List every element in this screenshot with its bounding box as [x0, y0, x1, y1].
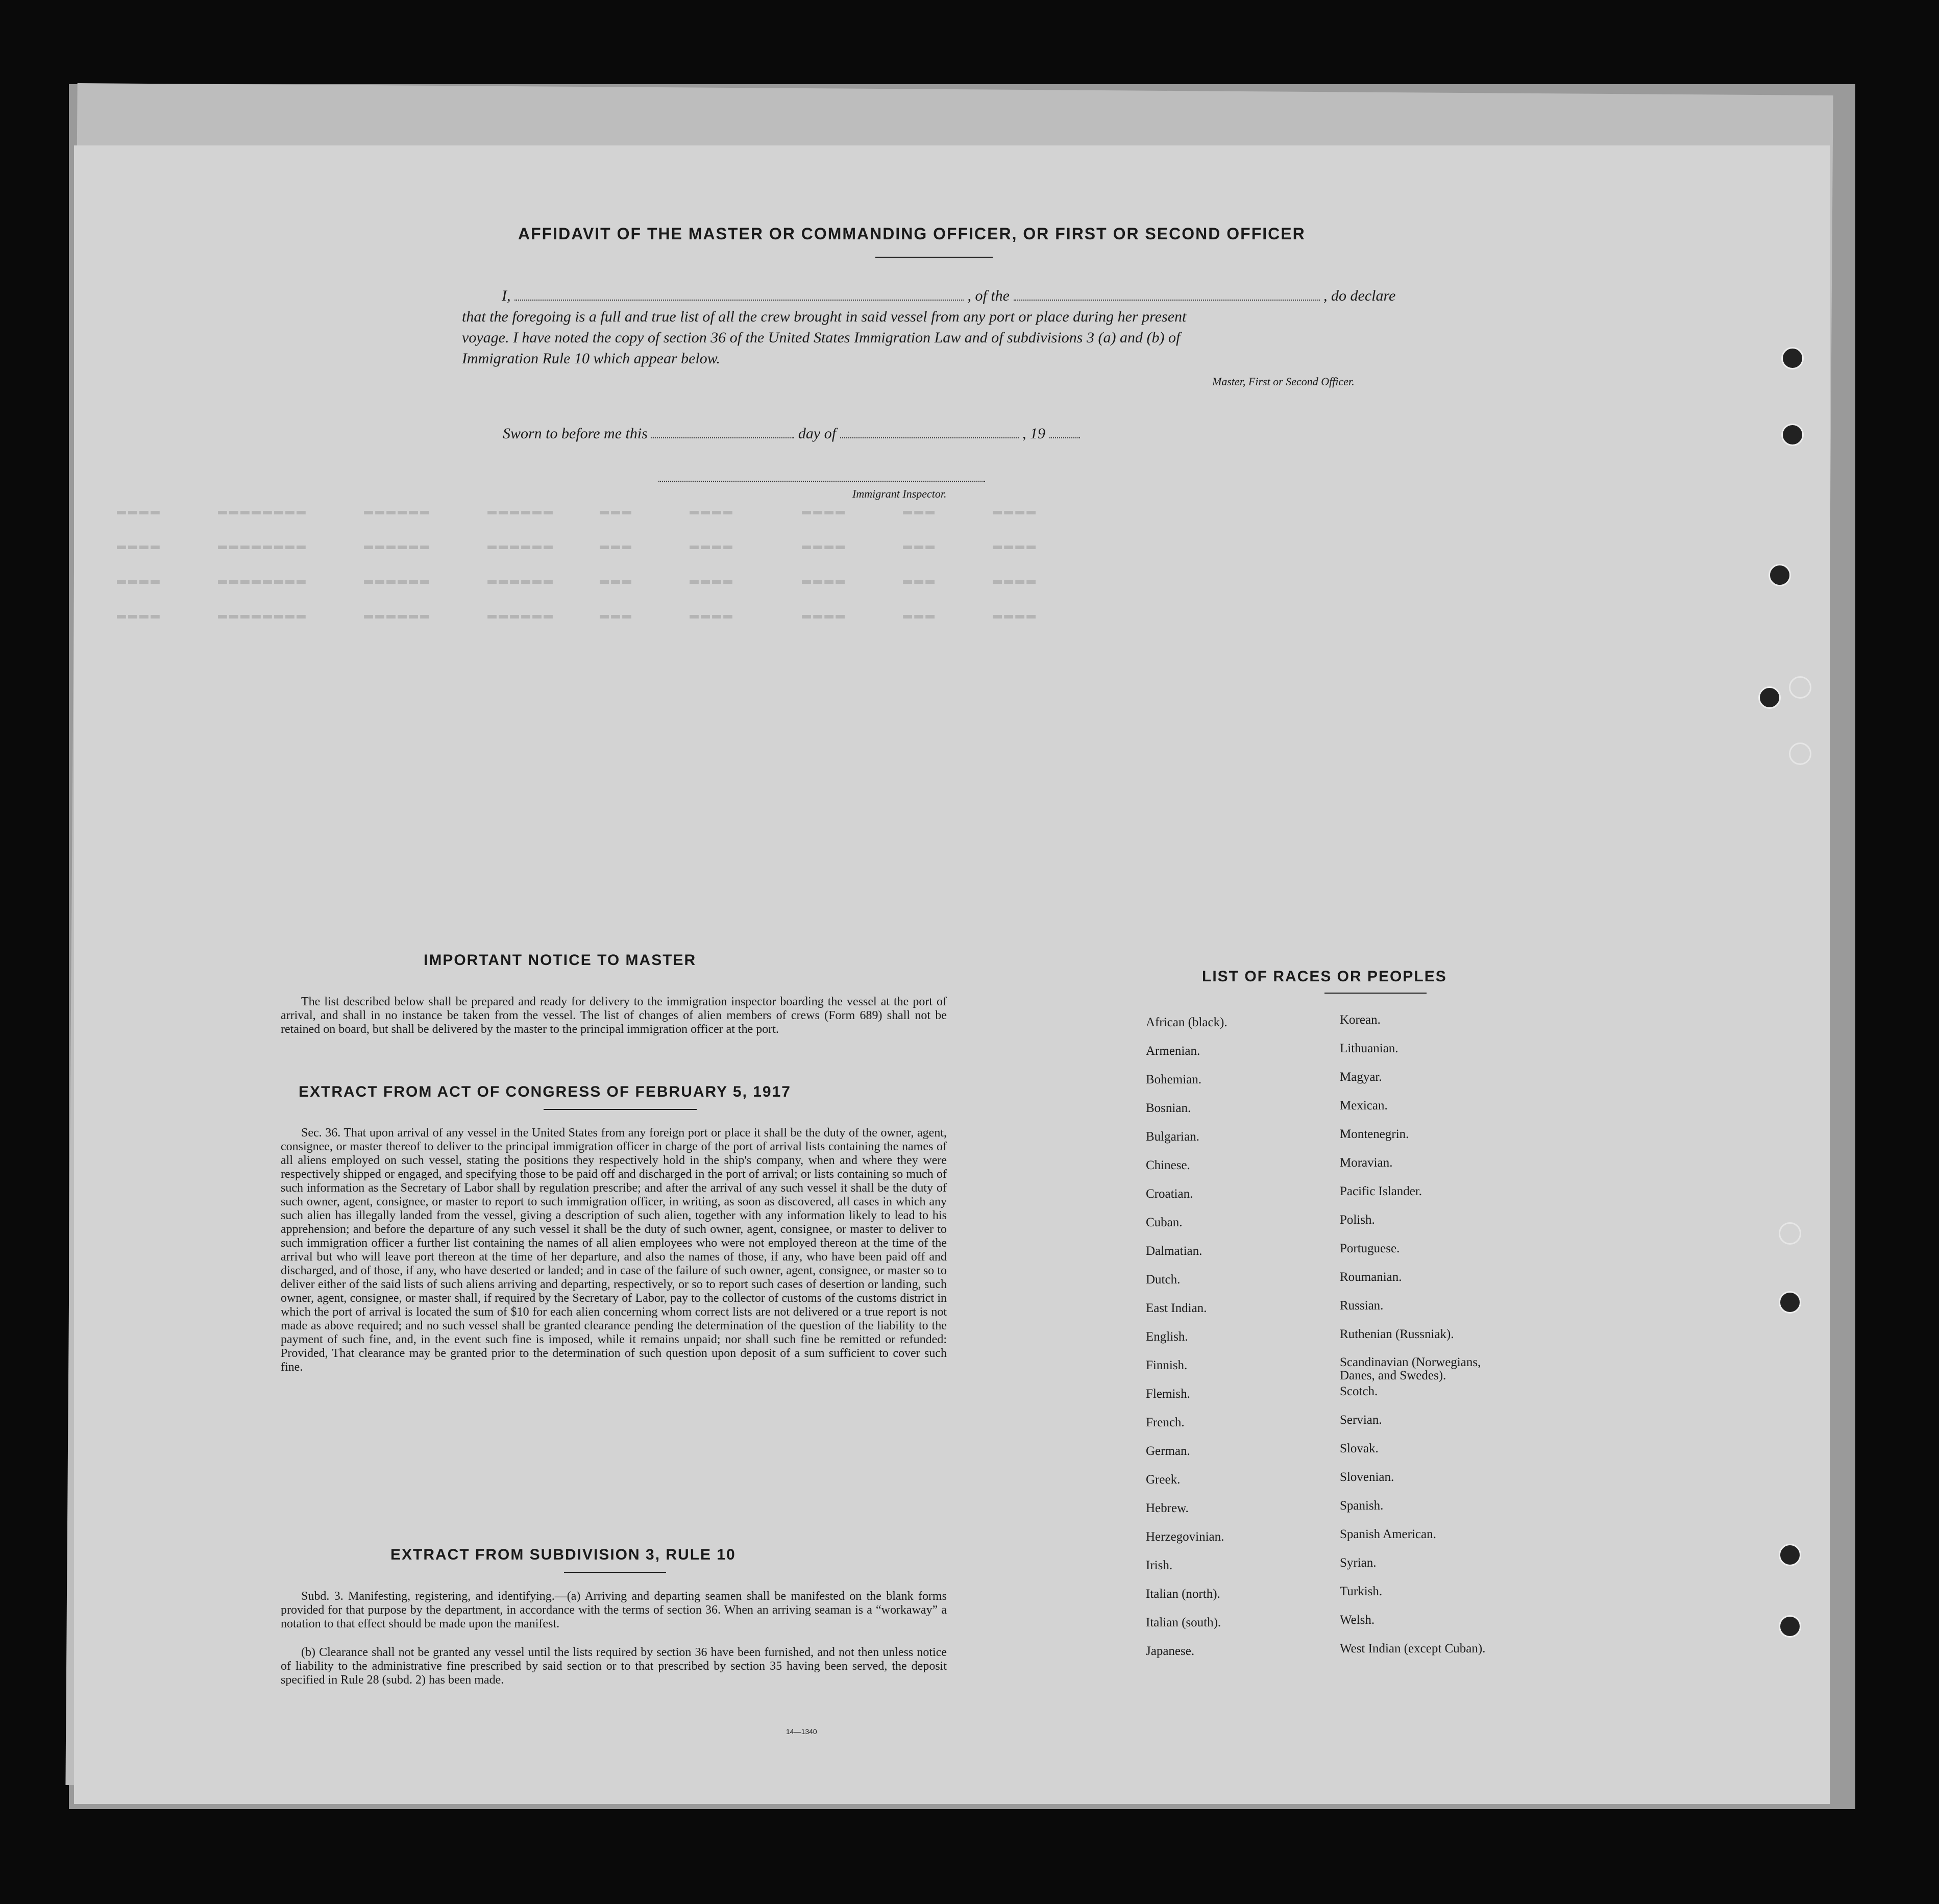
rule-subd-a-text: Subd. 3. Manifesting, registering, and identifying.—(a) Arriving and departing seamen shall be manifested on the blank forms provided for that purpose by the department, in accordance with the terms of section 36. When an arriving seaman is a “workaway” a notation to that effect should be made upon the manifest.	[281, 1590, 947, 1630]
year-prefix: , 19	[1022, 425, 1046, 442]
declaration-line-1	[502, 286, 1395, 306]
rule-title: EXTRACT FROM SUBDIVISION 3, RULE 10	[390, 1546, 736, 1563]
declaration-line-4: Immigration Rule 10 which appear below.	[462, 350, 721, 367]
race-item: German.	[1146, 1444, 1190, 1458]
punch-hole	[1779, 1222, 1801, 1245]
notice-text: The list described below shall be prepared and ready for delivery to the immigration inspector boarding the vessel at the port of arrival, and shall in no instance be taken from the vessel. The list of changes of alien members of crews (Form 689) shall not be retained on board, but shall be delivered by the master to the principal immigration officer at the port.	[281, 995, 947, 1036]
race-item: Hebrew.	[1146, 1501, 1189, 1515]
race-item: Slovak.	[1340, 1442, 1379, 1455]
rule-subd-b-text: (b) Clearance shall not be granted any vessel until the lists required by section 36 have been furnished, and not then unless notice of liability to the administrative fine prescribed by said section or to that prescribed by section 35 having been served, the deposit specified in Rule 28 (subd. 2) has been made.	[281, 1646, 947, 1687]
race-item: Syrian.	[1340, 1556, 1377, 1570]
race-item: Scandinavian (Norwegians, Danes, and Swedes).	[1340, 1355, 1481, 1382]
race-item: Armenian.	[1146, 1044, 1200, 1058]
race-item: Italian (south).	[1146, 1616, 1221, 1629]
punch-hole	[1781, 347, 1804, 369]
form-page	[74, 145, 1830, 1804]
inspector-caption: Immigrant Inspector.	[852, 487, 947, 500]
punch-hole	[1779, 1615, 1801, 1638]
race-item: Servian.	[1340, 1413, 1382, 1427]
races-title-rule	[1324, 993, 1427, 994]
race-item: Bulgarian.	[1146, 1130, 1199, 1144]
race-item: Bohemian.	[1146, 1073, 1202, 1086]
race-item: Irish.	[1146, 1559, 1173, 1572]
race-item: Finnish.	[1146, 1358, 1188, 1372]
race-item: Flemish.	[1146, 1387, 1190, 1401]
race-item: Scotch.	[1340, 1384, 1378, 1398]
race-item: Korean.	[1340, 1013, 1381, 1027]
race-item: Cuban.	[1146, 1216, 1183, 1229]
notice-title: IMPORTANT NOTICE TO MASTER	[424, 952, 697, 969]
race-item: Slovenian.	[1340, 1470, 1394, 1484]
races-right-column	[1340, 1013, 1503, 1670]
master-signature-caption: Master, First or Second Officer.	[1212, 375, 1355, 388]
sworn-line	[503, 424, 1080, 444]
race-item: Roumanian.	[1340, 1270, 1402, 1284]
race-item: French.	[1146, 1416, 1185, 1429]
race-item: Japanese.	[1146, 1644, 1195, 1658]
punch-hole	[1769, 564, 1791, 586]
race-item: Russian.	[1340, 1299, 1384, 1313]
race-item: Spanish.	[1340, 1499, 1384, 1513]
inspector-signature-line[interactable]	[658, 480, 985, 482]
race-item: Montenegrin.	[1340, 1127, 1409, 1141]
day-of-text: day of	[798, 425, 837, 442]
race-item: Portuguese.	[1340, 1242, 1400, 1255]
race-item: English.	[1146, 1330, 1188, 1344]
race-item: Spanish American.	[1340, 1527, 1436, 1541]
sworn-month-field[interactable]	[840, 437, 1019, 438]
race-item: Italian (north).	[1146, 1587, 1220, 1601]
sworn-year-field[interactable]	[1049, 437, 1080, 438]
declaration-line-3: voyage. I have noted the copy of section 36 of the United States Immigration Law and of subdivisions 3 (a) and (b) of	[462, 329, 1181, 346]
race-item: Greek.	[1146, 1473, 1181, 1487]
race-item: Welsh.	[1340, 1613, 1375, 1627]
race-item: West Indian (except Cuban).	[1340, 1642, 1486, 1655]
race-item: Polish.	[1340, 1213, 1375, 1227]
sworn-prefix: Sworn to before me this	[503, 425, 648, 442]
declaration-line-2: that the foregoing is a full and true list of all the crew brought in said vessel from any port or place during her present	[462, 308, 1187, 325]
race-item: Ruthenian (Russniak).	[1340, 1327, 1454, 1341]
race-item: Magyar.	[1340, 1070, 1382, 1084]
race-item: Dalmatian.	[1146, 1244, 1202, 1258]
race-item: Pacific Islander.	[1340, 1184, 1422, 1198]
affidavit-title: AFFIDAVIT OF THE MASTER OR COMMANDING OFFICER, OR FIRST OR SECOND OFFICER	[518, 225, 1306, 243]
bleed-through-texture: ▬▬▬▬ ▬▬▬▬▬▬▬▬ ▬▬▬▬▬▬ ▬▬▬▬▬▬ ▬▬▬ ▬▬▬▬ ▬▬▬▬ ▬▬▬ ▬▬▬▬ ▬▬▬▬ ▬▬▬▬▬▬▬▬ ▬▬▬▬▬▬ ▬▬▬▬▬▬ ▬▬▬ ▬▬▬▬ ▬▬▬▬ ▬▬▬ ▬▬▬▬ ▬▬▬▬ ▬▬▬▬▬▬▬▬ ▬▬▬▬▬▬ ▬▬▬▬▬▬ ▬▬▬ ▬▬▬▬ ▬▬▬▬ ▬▬▬ ▬▬▬▬ ▬▬▬▬ ▬▬▬▬▬▬▬▬ ▬▬▬▬▬▬ ▬▬▬▬▬▬ ▬▬▬ ▬▬▬▬ ▬▬▬▬ ▬▬▬ ▬▬▬▬	[117, 503, 1038, 624]
sworn-day-field[interactable]	[651, 437, 794, 438]
races-left-column	[1146, 1016, 1228, 1673]
race-item: Turkish.	[1340, 1585, 1383, 1598]
punch-hole	[1779, 1291, 1801, 1314]
races-title: LIST OF RACES OR PEOPLES	[1202, 968, 1447, 985]
act-title-rule	[544, 1109, 697, 1110]
vessel-prefix: , of the	[967, 287, 1010, 304]
punch-hole	[1789, 743, 1811, 765]
declare-text: , do declare	[1323, 287, 1396, 304]
act-title: EXTRACT FROM ACT OF CONGRESS OF FEBRUARY 5, 1917	[299, 1083, 791, 1100]
race-item: Croatian.	[1146, 1187, 1193, 1201]
race-item: Mexican.	[1340, 1099, 1388, 1112]
punch-hole	[1789, 676, 1811, 699]
rule-title-rule	[564, 1572, 666, 1573]
race-item: Dutch.	[1146, 1273, 1181, 1287]
form-number: 14—1340	[786, 1727, 817, 1736]
vessel-name-field[interactable]	[1014, 300, 1320, 301]
punch-hole	[1779, 1544, 1801, 1566]
race-item: Chinese.	[1146, 1158, 1190, 1172]
race-item: East Indian.	[1146, 1301, 1207, 1315]
race-item: Bosnian.	[1146, 1101, 1191, 1115]
race-item: Moravian.	[1340, 1156, 1393, 1170]
punch-hole	[1758, 686, 1781, 709]
declarant-prefix: I,	[502, 287, 511, 304]
race-item: African (black).	[1146, 1016, 1228, 1029]
race-item: Lithuanian.	[1340, 1042, 1398, 1055]
punch-hole	[1781, 424, 1804, 446]
title-rule	[875, 257, 993, 258]
act-section-36-text: Sec. 36. That upon arrival of any vessel in the United States from any foreign port or place it shall be the duty of the owner, agent, consignee, or master thereof to deliver to the principal immigration officer in charge of the port of arrival lists containing the names of all aliens employed on such vessel, stating the positions they respectively hold in the ship's company, when and where they were respectively shipped or engaged, and specifying those to be paid off and discharged in the port of arrival; or lists containing so much of such information as the Secretary of Labor shall by regulation prescribe; and after the arrival of any such vessel it shall be the duty of such owner, agent, consignee, or master to report to such immigration officer, in writing, as soon as discovered, all cases in which any such alien has illegally landed from the vessel, giving a description of such alien, together with any information likely to lead to his apprehension; and before the departure of any such vessel it shall be the duty of such owner, agent, consignee, or master to deliver to such immigration officer a further list containing the names of all alien employees who were not employed thereon at the time of the arrival but who will leave port thereon at the time of her departure, and also the names of those, if any, who have been paid off and discharged, and of those, if any, who have deserted or landed; and in case of the failure of such owner, agent, consignee, or master so to deliver either of the said lists of such aliens arriving and departing, respectively, or so to report such cases of desertion or landing, such owner, agent, consignee, or master shall, if required by the Secretary of Labor, pay to the collector of customs of the customs district in which the port of arrival is located the sum of $10 for each alien concerning whom correct lists are not delivered or a true report is not made as above required; and no such vessel shall be granted clearance pending the determination of the question of the liability to the payment of such fine, and, in the event such fine is imposed, while it remains unpaid; nor shall such fine be remitted or refunded: Provided, That clearance may be granted prior to the determination of such question upon deposit of a sum sufficient to cover such fine.	[281, 1126, 947, 1374]
declarant-name-field[interactable]	[514, 300, 964, 301]
race-item: Herzegovinian.	[1146, 1530, 1224, 1544]
